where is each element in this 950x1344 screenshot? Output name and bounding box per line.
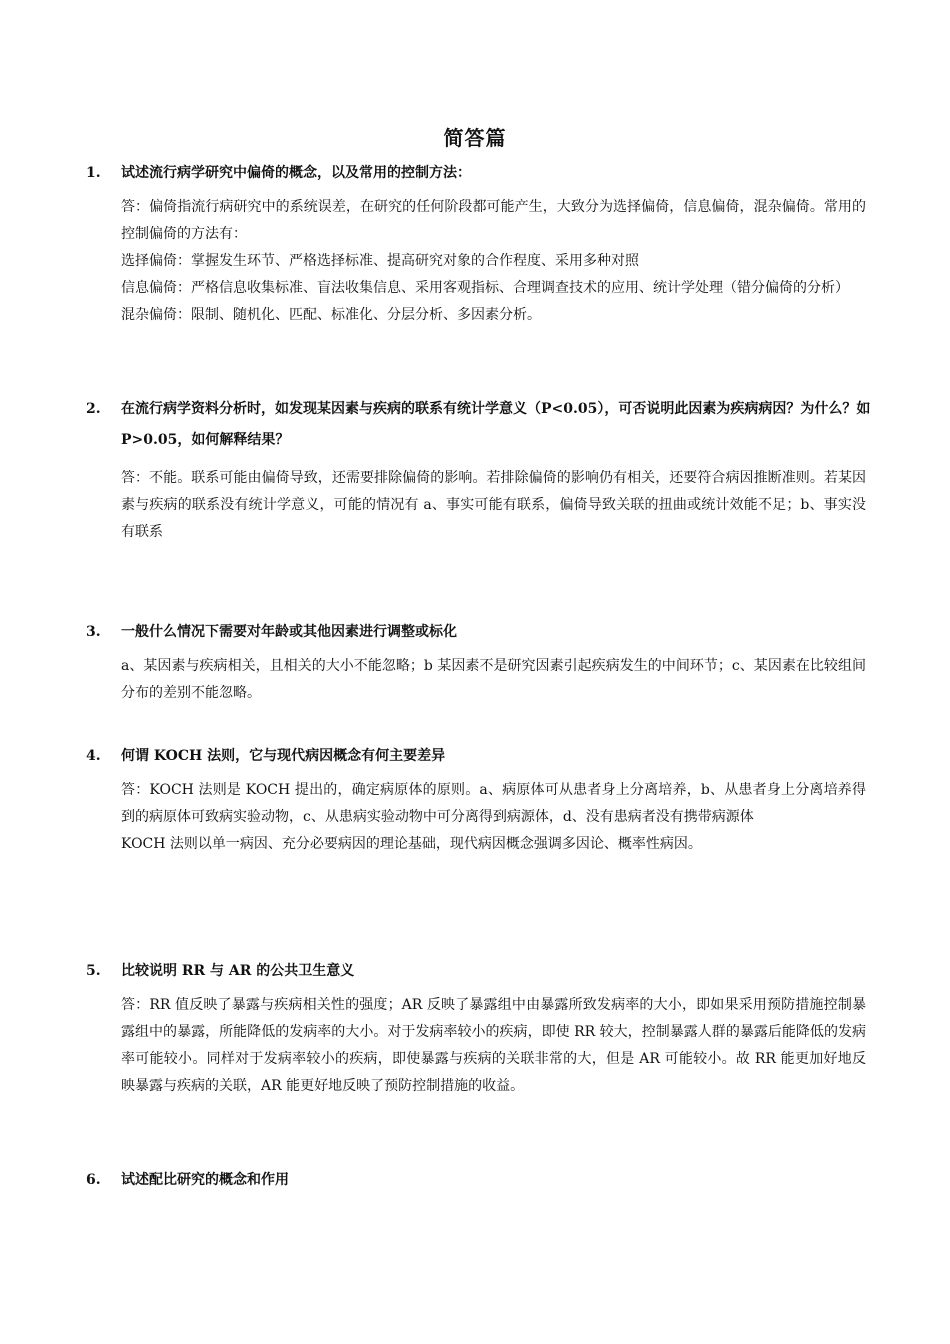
question-6-heading [86, 1166, 876, 1194]
answer-4 [121, 777, 866, 858]
question-2-heading [86, 394, 876, 456]
answer-line: 信息偏倚：严格信息收集标准、盲法收集信息、采用客观指标、合理调查技术的应用、统计学处理（错分偏倚的分析） [121, 280, 849, 296]
question-number: 3. [86, 624, 101, 640]
page-title: 简答篇 [443, 126, 507, 150]
question-number: 5. [86, 963, 101, 979]
answer-line: 答：不能。联系可能由偏倚导致，还需要排除偏倚的影响。若排除偏倚的影响仍有相关，还要符合病因推断准则。若某因素与疾病的联系没有统计学意义，可能的情况有 a、事实可能有联系，偏倚导致关联的扭曲或统计效能不足；b、事实没有联系 [121, 470, 866, 540]
question-1-heading [86, 159, 876, 187]
answer-line: 答：KOCH 法则是 KOCH 提出的，确定病原体的原则。a、病原体可从患者身上分离培养，b、从患者身上分离培养得到的病原体可致病实验动物，c、从患病实验动物中可分离得到病源体，d、没有患病者没有携带病源体 [121, 782, 866, 825]
answer-5 [121, 992, 866, 1100]
answer-line: 答：偏倚指流行病研究中的系统误差，在研究的任何阶段都可能产生，大致分为选择偏倚，信息偏倚，混杂偏倚。常用的控制偏倚的方法有： [121, 199, 866, 242]
answer-1 [121, 194, 866, 329]
question-number: 1. [86, 165, 101, 181]
answer-2 [121, 465, 866, 546]
answer-3 [121, 653, 866, 707]
question-number: 2. [86, 401, 101, 417]
question-text: 一般什么情况下需要对年龄或其他因素进行调整或标化 [121, 624, 457, 640]
answer-line: 选择偏倚：掌握发生环节、严格选择标准、提高研究对象的合作程度、采用多种对照 [121, 253, 639, 269]
question-text: 何谓 KOCH 法则，它与现代病因概念有何主要差异 [121, 748, 446, 764]
question-3-heading [86, 618, 876, 646]
answer-line: 答：RR 值反映了暴露与疾病相关性的强度；AR 反映了暴露组中由暴露所致发病率的大小，即如果采用预防措施控制暴露组中的暴露，所能降低的发病率的大小。对于发病率较小的疾病，即使 RR 较大，控制暴露人群的暴露后能降低的发病率可能较小。同样对于发病率较小的疾病，即使暴露与疾病的关联非常的大，但是 AR 可能较小。故 RR 能更加好地反映暴露与疾病的关联，AR 能更好地反映了预防控制措施的收益。 [121, 997, 867, 1094]
question-number: 6. [86, 1172, 101, 1188]
question-text: 比较说明 RR 与 AR 的公共卫生意义 [121, 963, 355, 979]
question-text: 试述配比研究的概念和作用 [121, 1172, 289, 1188]
question-5-heading [86, 957, 876, 985]
question-text: 试述流行病学研究中偏倚的概念，以及常用的控制方法： [121, 165, 471, 181]
answer-line: 混杂偏倚：限制、随机化、匹配、标准化、分层分析、多因素分析。 [121, 307, 541, 323]
question-text: 在流行病学资料分析时，如发现某因素与疾病的联系有统计学意义（P<0.05），可否说明此因素为疾病病因？为什么？如 P>0.05，如何解释结果？ [121, 401, 871, 448]
question-4-heading [86, 742, 876, 770]
answer-line: KOCH 法则以单一病因、充分必要病因的理论基础，现代病因概念强调多因论、概率性病因。 [121, 836, 702, 852]
question-number: 4. [86, 748, 101, 764]
answer-line: a、某因素与疾病相关，且相关的大小不能忽略；b 某因素不是研究因素引起疾病发生的中间环节；c、某因素在比较组间分布的差别不能忽略。 [121, 658, 866, 701]
